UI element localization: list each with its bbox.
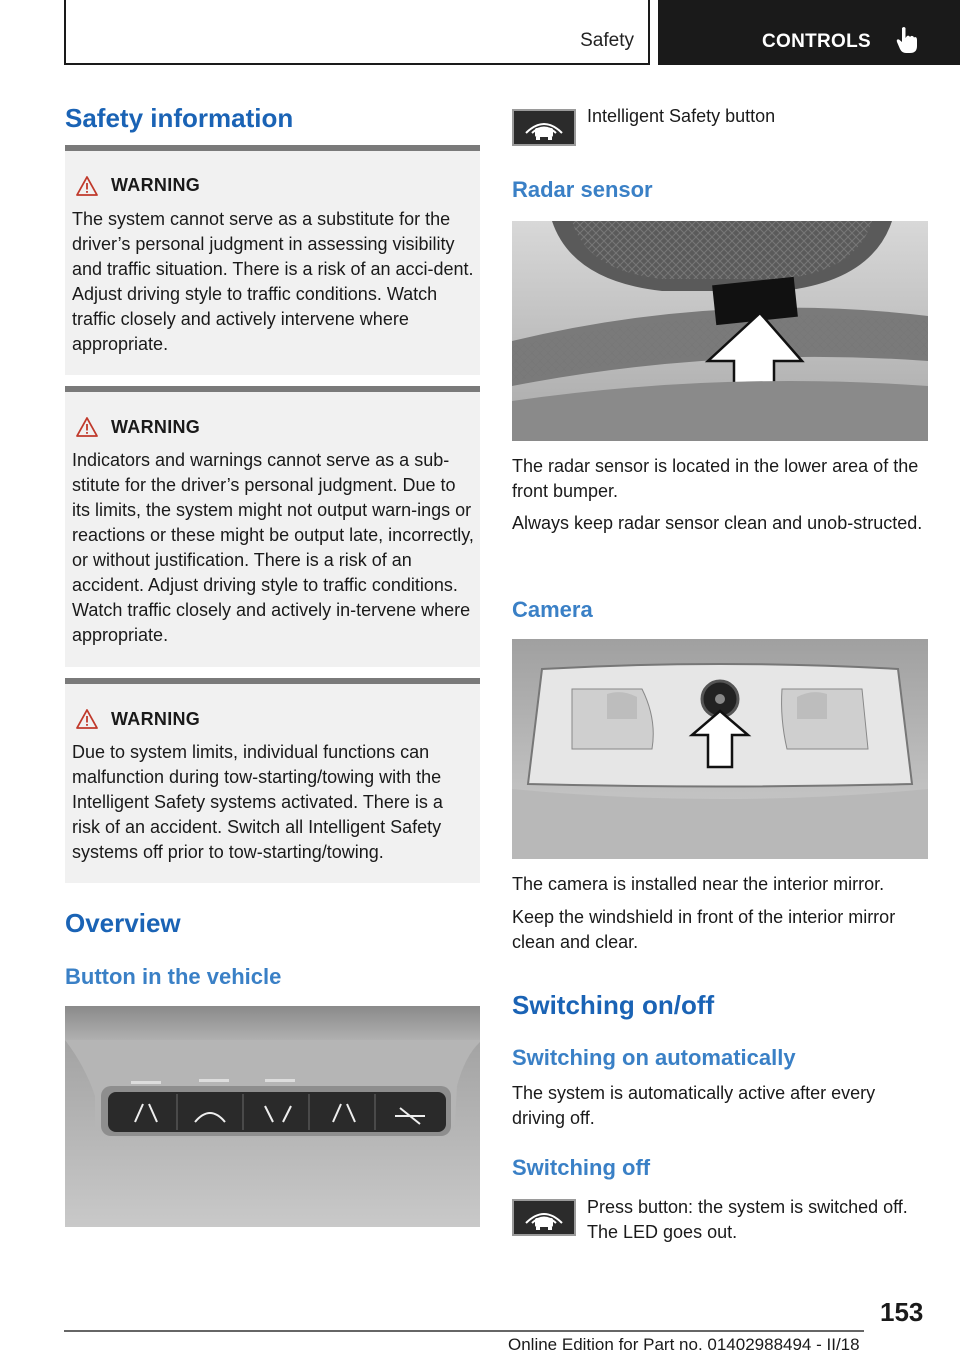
button-caption: Intelligent Safety button xyxy=(587,106,776,126)
auto-on-text: The system is automatically active after every driving off. xyxy=(512,1083,876,1128)
safety-info-heading: Safety information xyxy=(65,103,294,133)
switching-on-off-heading: Switching on/off xyxy=(512,990,715,1020)
car-front-icon xyxy=(514,1201,574,1234)
camera-image xyxy=(512,639,928,859)
hand-pointer-icon xyxy=(896,26,918,54)
footer-divider xyxy=(64,1330,864,1332)
edition-info: Online Edition for Part no. 01402988494 - II/18 xyxy=(508,1335,860,1354)
radar-sensor-image xyxy=(512,221,928,441)
bumper-illustration xyxy=(512,221,928,441)
button-in-vehicle-heading: Button in the vehicle xyxy=(65,964,282,989)
intelligent-safety-button-icon xyxy=(512,1199,576,1236)
chapter-title: CONTROLS xyxy=(762,31,872,52)
switching-off-heading: Switching off xyxy=(512,1155,651,1180)
warning-triangle-icon xyxy=(75,175,99,197)
warning-box-3 xyxy=(65,678,480,883)
camera-heading: Camera xyxy=(512,597,593,622)
header-section-tab xyxy=(64,0,650,65)
camera-location-text: The camera is installed near the interior mirror. xyxy=(512,874,885,894)
button-panel-illustration xyxy=(65,1006,480,1227)
warning-text: Indicators and warnings cannot serve as a sub-stitute for the driver’s personal judgment. Due to its limits, the system might not output warn-ings or reactions or these might be output late, incorrectly, or without justification. There is a risk of an accident. Adjust driving style to traffic conditions. Watch traffic closely and actively in-tervene where appropriate. xyxy=(72,450,474,645)
warning-text: The system cannot serve as a substitute for the driver’s personal judgment in assessing visibility and traffic situation. There is a risk of an acci-dent. Adjust driving style to traffic conditions. Watch traffic closely and actively intervene where appropriate. xyxy=(72,209,474,354)
camera-clean-text: Keep the windshield in front of the interior mirror clean and clear. xyxy=(512,907,896,952)
header-chapter-tab xyxy=(658,0,960,65)
car-front-icon xyxy=(514,111,574,144)
button-panel-image xyxy=(65,1006,480,1227)
page-number: 153 xyxy=(880,1297,924,1327)
switching-on-auto-heading: Switching on automatically xyxy=(512,1045,796,1070)
intelligent-safety-button-icon xyxy=(512,109,576,146)
radar-clean-text: Always keep radar sensor clean and unob-structed. xyxy=(512,513,923,533)
warning-triangle-icon xyxy=(75,708,99,730)
radar-location-text: The radar sensor is located in the lower area of the front bumper. xyxy=(512,456,919,501)
warning-triangle-icon xyxy=(75,416,99,438)
radar-sensor-heading: Radar sensor xyxy=(512,177,653,202)
warning-label: WARNING xyxy=(111,417,201,437)
switch-off-text: Press button: the system is switched off. The LED goes out. xyxy=(587,1197,908,1242)
warning-box-1 xyxy=(65,145,480,375)
windshield-illustration xyxy=(512,639,928,859)
overview-heading: Overview xyxy=(65,908,181,938)
warning-label: WARNING xyxy=(111,709,201,729)
section-title: Safety xyxy=(580,30,634,51)
warning-box-2 xyxy=(65,386,480,667)
warning-text: Due to system limits, individual functions can malfunction during tow-starting/towing with the Intelligent Safety systems activated. There is a risk of an accident. Switch all Intelligent Safety systems off prior to tow-starting/towing. xyxy=(72,742,443,862)
warning-label: WARNING xyxy=(111,175,201,195)
